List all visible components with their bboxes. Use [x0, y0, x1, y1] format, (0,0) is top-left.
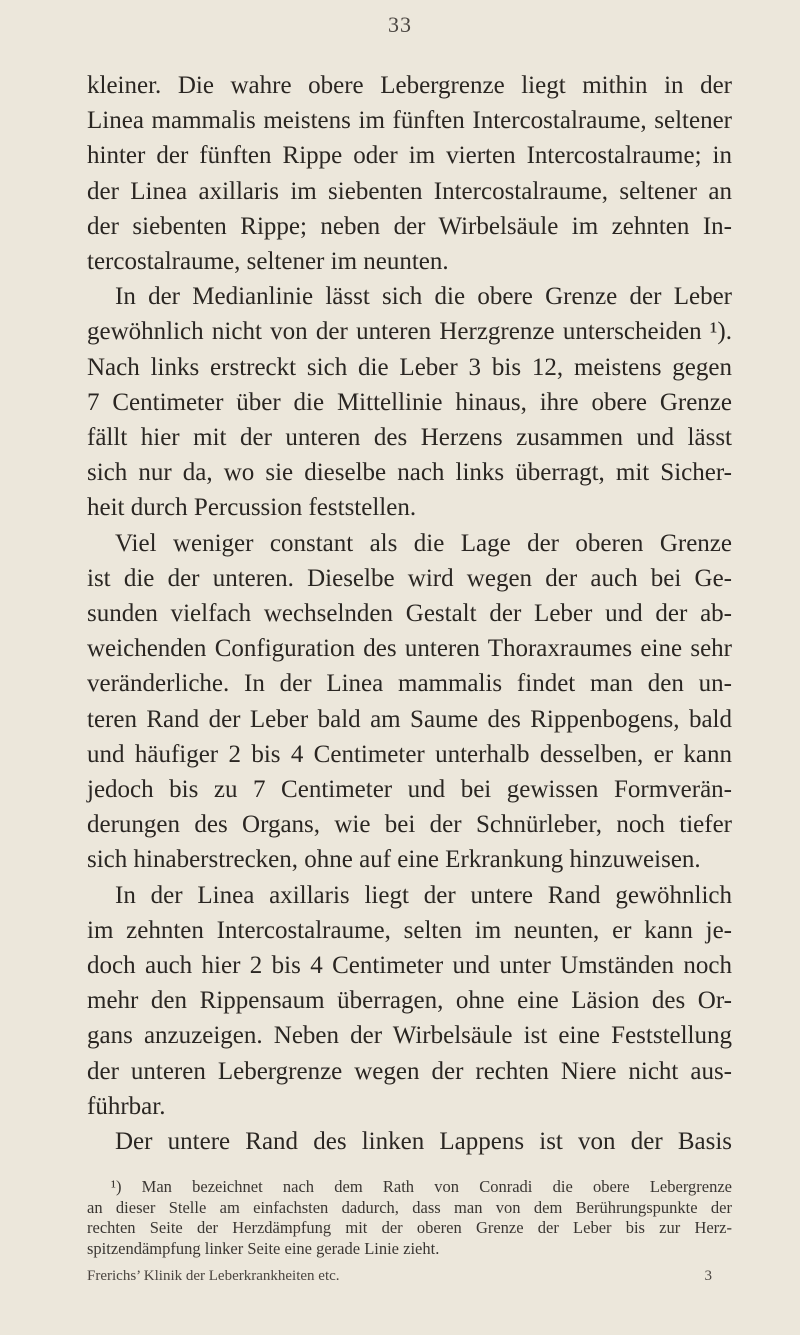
text-line: veränderliche. In der Linea mammalis findet man den un- — [87, 670, 732, 698]
text-line: teren Rand der Leber bald am Saume des Rippenbogens, bald — [87, 705, 732, 733]
text-line: Viel weniger constant als die Lage der oberen Grenze — [115, 529, 732, 557]
text-line: weichenden Configuration des unteren Thoraxraumes eine sehr — [87, 635, 732, 663]
printer-signature — [87, 1268, 732, 1285]
text-line: tercostalraume, seltener im neunten. — [87, 248, 449, 276]
footnote-line: rechten Seite der Herzdämpfung mit der oberen Grenze der Leber bis zur Herz- — [87, 1218, 732, 1237]
text-line: im zehnten Intercostalraume, selten im neunten, er kann je- — [87, 916, 732, 944]
text-line: und häufiger 2 bis 4 Centimeter unterhalb desselben, er kann — [87, 740, 732, 768]
text-line: der siebenten Rippe; neben der Wirbelsäule im zehnten In- — [87, 212, 732, 240]
footnote-line: ¹) Man bezeichnet nach dem Rath von Conradi die obere Lebergrenze — [111, 1177, 732, 1196]
text-line: heit durch Percussion feststellen. — [87, 494, 417, 522]
text-line: mehr den Rippensaum überragen, ohne eine Läsion des Or- — [87, 987, 732, 1015]
text-line: derungen des Organs, wie bei der Schnürleber, noch tiefer — [87, 811, 732, 839]
text-line: ist die der unteren. Dieselbe wird wegen der auch bei Ge- — [87, 564, 732, 592]
footnote-line: an dieser Stelle am einfachsten dadurch, dass man von dem Berührungspunkte der — [87, 1197, 732, 1217]
text-line: der unteren Lebergrenze wegen der rechten Niere nicht aus- — [87, 1057, 732, 1085]
text-line: In der Medianlinie lässt sich die obere Grenze der Leber — [115, 283, 732, 311]
text-line: jedoch bis zu 7 Centimeter und bei gewissen Formverän- — [87, 776, 732, 804]
text-line: hinter der fünften Rippe oder im vierten Intercostalraume; in — [87, 142, 732, 170]
text-line: sich hinaberstrecken, ohne auf eine Erkrankung hinzuweisen. — [87, 846, 701, 874]
text-line: Der untere Rand des linken Lappens ist von der Basis — [115, 1128, 732, 1156]
text-line: sunden vielfach wechselnden Gestalt der Leber und der ab- — [87, 600, 732, 628]
text-line: gewöhnlich nicht von der unteren Herzgrenze unterscheiden ¹). — [87, 318, 732, 346]
footnote — [87, 1177, 732, 1259]
text-line: doch auch hier 2 bis 4 Centimeter und unter Umständen noch — [87, 952, 732, 980]
footnote-line: spitzendämpfung linker Seite eine gerade Linie zieht. — [87, 1238, 440, 1258]
text-line: In der Linea axillaris liegt der untere Rand gewöhnlich — [115, 881, 732, 909]
text-line: kleiner. Die wahre obere Lebergrenze liegt mithin in der — [87, 72, 732, 99]
text-line: fällt hier mit der unteren des Herzens zusammen und lässt — [87, 424, 732, 452]
text-line: sich nur da, wo sie dieselbe nach links überragt, mit Sicher- — [87, 459, 732, 487]
text-line: 7 Centimeter über die Mittellinie hinaus, ihre obere Grenze — [87, 388, 732, 416]
page-number: 33 — [388, 12, 412, 37]
signature-mark: 3 — [704, 1268, 712, 1284]
text-line: Nach links erstreckt sich die Leber 3 bis 12, meistens gegen — [87, 353, 732, 381]
signature-title: Frerichs’ Klinik der Leberkrankheiten etc. — [87, 1268, 340, 1284]
text-line: Linea mammalis meistens im fünften Intercostalraume, seltener — [87, 107, 732, 135]
text-line: führbar. — [87, 1092, 166, 1120]
text-line: gans anzuzeigen. Neben der Wirbelsäule ist eine Feststellung — [87, 1022, 732, 1050]
text-line: der Linea axillaris im siebenten Intercostalraume, seltener an — [87, 177, 732, 205]
body-text — [87, 68, 732, 1159]
